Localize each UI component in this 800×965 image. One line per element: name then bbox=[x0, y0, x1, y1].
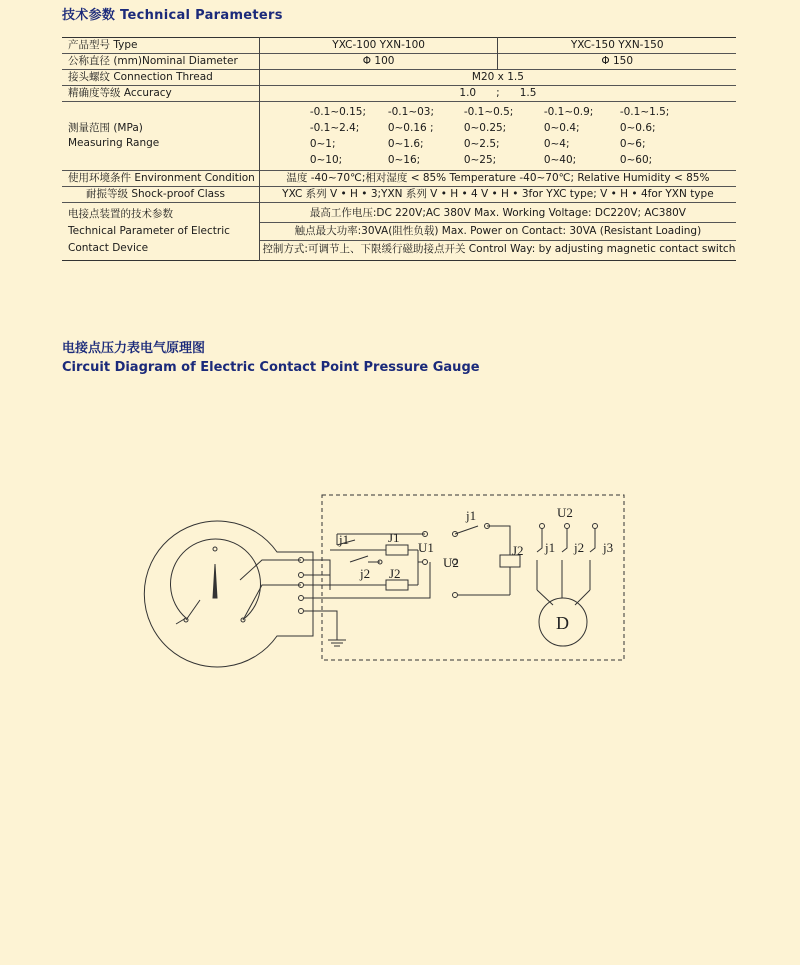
range-cell: 0~10; bbox=[309, 154, 343, 166]
range-cell: 0~0.6; bbox=[619, 122, 656, 134]
label-j2-right: j2 bbox=[574, 540, 585, 555]
circuit-diagram bbox=[0, 480, 800, 680]
gauge-needle bbox=[213, 564, 217, 598]
label-j2: j2 bbox=[360, 566, 371, 581]
table-row bbox=[62, 102, 736, 171]
range-cell: 0~0.4; bbox=[543, 122, 580, 134]
range-cell: -0.1~0.9; bbox=[543, 106, 594, 118]
model-b: YXC-150 YXN-150 bbox=[498, 38, 736, 54]
accuracy-label: 精确度等级 Accuracy bbox=[68, 87, 172, 99]
label-J2: J2 bbox=[389, 566, 401, 581]
contact-voltage: 最高工作电压:DC 220V;AC 380V Max. Working Voltage: DC220V; AC380V bbox=[260, 205, 736, 223]
label-j1: j1 bbox=[339, 532, 350, 547]
range-cell: 0~2.5; bbox=[463, 138, 500, 150]
model-label: 产品型号 Type bbox=[68, 39, 138, 51]
model-a: YXC-100 YXN-100 bbox=[259, 38, 498, 54]
thread-label: 接头螺纹 Connection Thread bbox=[68, 71, 213, 83]
contact-power: 触点最大功率:30VA(阻性负载) Max. Power on Contact: 30VA (Resistant Loading) bbox=[260, 223, 736, 241]
accuracy-value: 1.0 ; 1.5 bbox=[259, 86, 736, 102]
range-cell: 0~40; bbox=[543, 154, 577, 166]
label-U2-right: U2 bbox=[557, 505, 573, 520]
label-J2-mid: J2 bbox=[512, 543, 524, 558]
range-label-cn: 测量范围 (MPa) bbox=[68, 122, 143, 134]
range-cell: 0~1.6; bbox=[387, 138, 424, 150]
label-U1: U1 bbox=[418, 540, 434, 555]
shock-label: 耐振等级 Shock-proof Class bbox=[86, 188, 225, 200]
range-label-en: Measuring Range bbox=[68, 137, 160, 149]
label-j3: j3 bbox=[603, 540, 614, 555]
table-row bbox=[62, 38, 736, 54]
diameter-label: 公称直径 (mm)Nominal Diameter bbox=[68, 55, 238, 67]
range-cell: -0.1~0.5; bbox=[463, 106, 514, 118]
diameter-a: Φ 100 bbox=[259, 54, 498, 70]
range-cell: -0.1~1.5; bbox=[619, 106, 670, 118]
thread-value: M20 x 1.5 bbox=[259, 70, 736, 86]
table-row bbox=[62, 187, 736, 203]
contact-label-cn: 电接点装置的技术参数 bbox=[68, 208, 173, 220]
J1-coil bbox=[386, 545, 408, 555]
range-cell: 0~4; bbox=[543, 138, 570, 150]
range-cell: 0~0.25; bbox=[463, 122, 507, 134]
section-title-cn: 电接点压力表电气原理图 bbox=[62, 341, 206, 356]
table-row bbox=[62, 54, 736, 70]
env-value: 温度 -40~70℃;相对湿度 < 85% Temperature -40~70℃; Relative Humidity < 85% bbox=[259, 171, 736, 187]
table-row bbox=[62, 70, 736, 86]
env-label: 使用环境条件 Environment Condition bbox=[68, 172, 255, 184]
contact-label-en1: Technical Parameter of Electric bbox=[68, 225, 230, 237]
range-cell: -0.1~2.4; bbox=[309, 122, 360, 134]
label-j1-mid: j1 bbox=[466, 508, 477, 523]
shock-value: YXC 系列 V • H • 3;YXN 系列 V • H • 4 V • H • 3for YXC type; V • H • 4for YXN type bbox=[259, 187, 736, 203]
range-cell: -0.1~0.15; bbox=[309, 106, 367, 118]
range-cell: 0~25; bbox=[463, 154, 497, 166]
table-row bbox=[62, 171, 736, 187]
diameter-b: Φ 150 bbox=[498, 54, 736, 70]
range-cell: 0~0.16 ; bbox=[387, 122, 434, 134]
table-row bbox=[62, 203, 736, 261]
range-cell: 0~1; bbox=[309, 138, 336, 150]
range-grid bbox=[260, 104, 736, 168]
range-cell: 0~6; bbox=[619, 138, 646, 150]
gauge-outline bbox=[144, 521, 313, 667]
range-cell: -0.1~03; bbox=[387, 106, 435, 118]
section-title-en: Circuit Diagram of Electric Contact Point Pressure Gauge bbox=[62, 360, 480, 375]
section-title-technical-parameters: 技术参数 Technical Parameters bbox=[62, 8, 283, 23]
contact-label-en2: Contact Device bbox=[68, 242, 149, 254]
J2-coil-left bbox=[386, 580, 408, 590]
range-cell: 0~60; bbox=[619, 154, 653, 166]
parameters-table bbox=[62, 37, 736, 261]
label-motor-D: D bbox=[556, 613, 569, 633]
range-cell: 0~16; bbox=[387, 154, 421, 166]
label-J1: J1 bbox=[388, 530, 400, 545]
label-j1-right: j1 bbox=[545, 540, 556, 555]
table-row bbox=[62, 86, 736, 102]
contact-control: 控制方式:可调节上、下限缓行磁助接点开关 Control Way: by adjusting magnetic contact switch bbox=[262, 243, 736, 255]
label-U2-mid: U2 bbox=[443, 555, 459, 570]
